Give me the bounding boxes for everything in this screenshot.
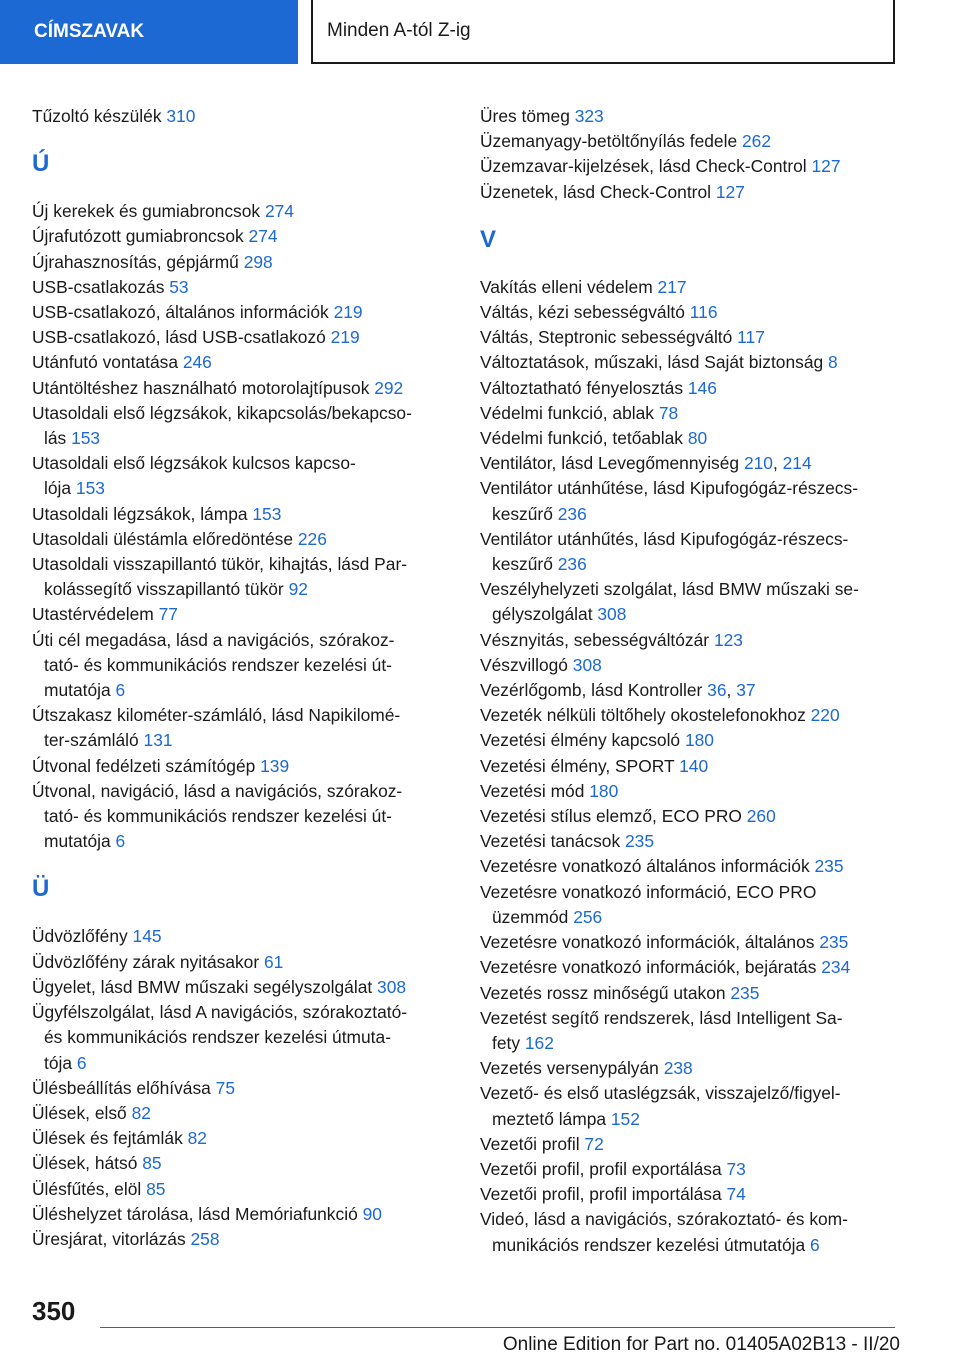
index-entry-text: Újrafutózott gumiabroncsok — [32, 226, 249, 247]
index-entry-text: Vezetésre vonatkozó információk, bejáratás — [480, 957, 822, 978]
page-reference-link[interactable]: 85 — [142, 1153, 162, 1174]
index-section-letter: Ú — [32, 150, 50, 178]
index-entry — [480, 754, 900, 779]
index-entry — [32, 1101, 450, 1126]
index-entry — [32, 1076, 450, 1101]
index-entry — [480, 180, 900, 205]
index-entry-text: Ügyelet, lásd BMW műszaki segélyszolgálat — [32, 976, 378, 997]
page-reference-link[interactable]: 36 — [707, 680, 727, 701]
index-entry — [32, 199, 450, 224]
page-reference-link[interactable]: 180 — [589, 780, 619, 801]
index-entry-text: Vezetésre vonatkozó általános információk — [480, 856, 815, 877]
index-entry — [32, 300, 450, 325]
page-reference-link[interactable]: 117 — [737, 327, 765, 348]
index-entry-text: és kommunikációs rendszer kezelési útmuta- — [44, 1027, 391, 1048]
index-entry — [480, 1081, 900, 1131]
index-entry-text: Vezeték nélküli töltőhely okostelefonokhoz — [480, 705, 811, 726]
page-reference-link[interactable]: 235 — [814, 856, 844, 877]
index-entry-text: Vezetésre vonatkozó információ, ECO PRO — [480, 881, 817, 902]
index-entry-text: Vezetői profil, profil exportálása — [480, 1158, 727, 1179]
index-entry-text: lás — [44, 428, 72, 449]
index-entry — [480, 1207, 900, 1257]
index-entry — [32, 376, 450, 401]
page-reference-link[interactable]: 73 — [726, 1158, 746, 1179]
page-reference-link[interactable]: 323 — [574, 106, 604, 126]
page-reference-link[interactable]: 308 — [572, 654, 602, 675]
page-reference-link[interactable]: 78 — [658, 402, 679, 423]
page-reference-link[interactable]: 61 — [263, 951, 284, 972]
footer-divider — [100, 1327, 895, 1328]
index-entry-text: USB-csatlakozó, általános információk — [32, 302, 334, 323]
page-reference-link[interactable]: 292 — [374, 377, 404, 398]
page-reference-link[interactable]: 82 — [187, 1128, 207, 1149]
page-reference-link[interactable]: 6 — [810, 1234, 820, 1255]
index-entry-text: Üléshelyzet tárolása, lásd Memóriafunkció — [32, 1203, 363, 1224]
index-entry — [32, 1151, 450, 1176]
index-entry-text: tója — [44, 1052, 77, 1073]
index-entry — [480, 577, 900, 627]
index-entry — [32, 325, 450, 350]
page-reference-link[interactable]: 310 — [166, 106, 196, 126]
index-entry — [480, 930, 900, 955]
page-reference-link[interactable]: 274 — [248, 226, 278, 247]
page-reference-link[interactable]: 140 — [679, 755, 709, 776]
index-entry-text: Változtatások, műszaki, lásd Saját biztonság — [480, 352, 828, 373]
index-entry — [32, 924, 450, 949]
page-reference-link[interactable]: 246 — [182, 352, 212, 373]
index-entry — [480, 728, 900, 753]
index-entry-text: Védelmi funkció, ablak — [480, 402, 659, 423]
index-entry — [32, 754, 450, 779]
index-entry — [32, 1227, 450, 1252]
index-entry — [480, 129, 900, 154]
page-reference-link[interactable]: 53 — [169, 276, 189, 297]
page-reference-link[interactable]: 90 — [362, 1203, 382, 1224]
footer-edition-text: Online Edition for Part no. 01405A02B13 - II/20 — [502, 1334, 900, 1355]
page-reference-link[interactable]: 82 — [131, 1102, 151, 1123]
index-entry-text: Vészvillogó — [480, 654, 573, 675]
index-entry-text: Üzenetek, lásd Check-Control — [480, 181, 716, 202]
page-reference-link[interactable]: 153 — [75, 478, 105, 499]
page-reference-link[interactable]: 220 — [810, 705, 840, 726]
page-reference-link[interactable]: 6 — [115, 831, 126, 852]
index-entry — [32, 350, 450, 375]
index-entry — [32, 275, 450, 300]
page-reference-link[interactable]: 235 — [730, 982, 760, 1003]
index-entry-text: Ülésfűtés, elöl — [32, 1178, 147, 1199]
index-entry-text: fety — [492, 1032, 525, 1053]
index-entry-text: Vezetés versenypályán — [480, 1058, 664, 1079]
index-entry — [480, 703, 900, 728]
index-entry-text: Vezérlőgomb, lásd Kontroller — [480, 680, 708, 701]
index-entry-text: Új kerekek és gumiabroncsok — [32, 201, 265, 222]
index-entry-text: Tűzoltó készülék — [32, 106, 167, 126]
tab-cimszavak[interactable] — [0, 0, 298, 64]
index-entry-text: USB-csatlakozás — [32, 276, 170, 297]
index-entry-text: Változtatható fényelosztás — [480, 377, 688, 398]
index-entry-text: Ventilátor utánhűtés, lásd Kipufogógáz-részecs- — [480, 528, 849, 549]
page-reference-link[interactable]: 274 — [264, 201, 294, 222]
index-section-letter: Ü — [32, 875, 50, 903]
index-entry — [32, 779, 450, 855]
index-entry-text: Vezetői profil, profil importálása — [480, 1184, 727, 1205]
index-entry: Ventilátor, lásd Levegőmennyiség 210, 214 — [480, 453, 812, 474]
page-reference-link[interactable]: 92 — [288, 579, 308, 600]
index-entry-text: Utasoldali légzsákok, lámpa — [32, 503, 253, 524]
index-entry-text: Utasoldali visszapillantó tükör, kihajtás, lásd Par- — [32, 554, 408, 575]
index-entry-text: USB-csatlakozó, lásd USB-csatlakozó — [32, 327, 331, 348]
page-reference-link[interactable]: 214 — [782, 453, 812, 474]
page-reference-link[interactable]: 308 — [597, 604, 627, 625]
index-entry — [32, 602, 450, 627]
page-reference-link[interactable]: 226 — [297, 528, 327, 549]
index-entry-text: Útszakasz kilométer-számláló, lásd Napikilomé- — [32, 705, 401, 726]
index-entry-text: Vakítás elleni védelem — [480, 276, 658, 297]
index-entry — [32, 552, 450, 602]
index-entry-text: Üres tömeg — [480, 106, 575, 126]
index-entry — [480, 300, 900, 325]
page-reference-link[interactable]: 162 — [524, 1032, 554, 1053]
index-entry — [480, 154, 900, 179]
index-entry-text: Vezetés rossz minőségű utakon — [480, 982, 731, 1003]
page-reference-link[interactable]: 219 — [330, 327, 360, 348]
page-reference-link[interactable]: 6 — [76, 1052, 87, 1073]
index-entry — [480, 401, 900, 426]
page-reference-link[interactable]: 235 — [625, 831, 655, 852]
tab-a-to-z-label: Minden A-tól Z-ig — [327, 20, 471, 41]
index-entry — [480, 628, 900, 653]
index-entry-text: Ülésbeállítás előhívása — [32, 1077, 216, 1098]
index-entry-text: Vezetési élmény, SPORT — [480, 755, 680, 776]
index-entry-text: Váltás, Steptronic sebességváltó — [480, 327, 738, 348]
index-entry — [480, 804, 900, 829]
index-entry — [32, 502, 450, 527]
index-entry-text: Váltás, kézi sebességváltó — [480, 302, 690, 323]
index-entry-text: Utasoldali első légzsákok, kikapcsolás/bekapcso- — [32, 402, 412, 423]
page-reference-link[interactable]: 236 — [557, 503, 587, 524]
page-reference-link[interactable]: 8 — [828, 352, 838, 373]
page-reference-link[interactable]: 85 — [146, 1178, 166, 1199]
index-entry — [480, 981, 900, 1006]
index-entry-text: Utastérvédelem — [32, 604, 159, 625]
index-entry-text: Vezetési tanácsok — [480, 831, 626, 852]
index-entry-text: tató- és kommunikációs rendszer kezelési út- — [44, 654, 392, 675]
index-entry-text: Vezetési stílus elemző, ECO PRO — [480, 806, 747, 827]
index-entry-text: Üresjárat, vitorlázás — [32, 1228, 191, 1249]
index-entry-text: mutatója — [44, 831, 116, 852]
index-entry-text: Üzemzavar-kijelzések, lásd Check-Control — [480, 156, 812, 177]
index-entry — [32, 250, 450, 275]
index-entry — [480, 653, 900, 678]
index-entry-text: Üdvözlőfény — [32, 926, 133, 947]
index-entry-text: Vésznyitás, sebességváltózár — [480, 629, 714, 650]
index-entry: Vezérlőgomb, lásd Kontroller 36, 37 — [480, 680, 756, 701]
index-entry — [480, 376, 900, 401]
index-entry — [32, 628, 450, 704]
index-entry — [480, 527, 900, 577]
page-reference-link[interactable]: 37 — [736, 680, 756, 701]
index-entry-text: Ügyfélszolgálat, lásd A navigációs, szórakoztató- — [32, 1002, 408, 1023]
index-entry-text: Utasoldali üléstámla előredöntése — [32, 528, 298, 549]
index-entry-text: Utántöltéshez használható motorolajtípusok — [32, 377, 375, 398]
page-reference-link[interactable]: 262 — [741, 131, 771, 152]
index-entry-text: Üzemanyagy-betöltőnyílás fedele — [480, 131, 742, 152]
index-entry — [480, 854, 900, 879]
page-reference-link[interactable]: 131 — [143, 730, 173, 751]
page-reference-link[interactable]: 256 — [573, 906, 603, 927]
index-entry — [480, 1132, 900, 1157]
page-reference-link[interactable]: 234 — [821, 957, 851, 978]
page-reference-link[interactable]: 152 — [610, 1108, 640, 1129]
page-reference-link[interactable]: 145 — [132, 926, 162, 947]
page-reference-link[interactable]: 77 — [158, 604, 178, 625]
index-entry-text: meztető lámpa — [492, 1108, 611, 1129]
index-entry — [480, 1157, 900, 1182]
index-entry — [32, 401, 450, 451]
index-entry — [480, 779, 900, 804]
page-reference-link[interactable]: 153 — [71, 428, 101, 449]
index-entry — [480, 1056, 900, 1081]
index-entry-text: kolássegítő visszapillantó tükör — [44, 579, 289, 600]
index-entry-text: ter-számláló — [44, 730, 144, 751]
page-reference-link[interactable]: 6 — [115, 680, 126, 701]
index-entry-text: Utánfutó vontatása — [32, 352, 183, 373]
page-reference-link[interactable]: 235 — [819, 932, 849, 953]
index-entry — [32, 451, 450, 501]
index-entry-text: Ülések, hátsó — [32, 1153, 143, 1174]
page-reference-link[interactable]: 80 — [687, 428, 708, 449]
page-reference-link[interactable]: 139 — [260, 755, 290, 776]
index-entry-text: Utasoldali első légzsákok kulcsos kapcso- — [32, 453, 356, 474]
page-reference-link[interactable]: 72 — [584, 1133, 604, 1154]
page-reference-link[interactable]: 236 — [557, 554, 587, 575]
index-entry — [32, 104, 450, 129]
page-reference-link[interactable]: 238 — [663, 1058, 693, 1079]
index-entry — [32, 703, 450, 753]
index-entry-text: keszűrő — [492, 503, 558, 524]
index-entry-text: Vezetésre vonatkozó információk, általános — [480, 932, 820, 953]
index-entry — [480, 275, 900, 300]
page-reference-link[interactable]: 74 — [726, 1184, 746, 1205]
page-number: 350 — [32, 1296, 76, 1326]
index-entry — [32, 1202, 450, 1227]
index-entry — [32, 527, 450, 552]
index-entry-text: Vezetést segítő rendszerek, lásd Intelligent Sa- — [480, 1007, 843, 1028]
index-entry-text: Vezetői profil — [480, 1133, 585, 1154]
index-entry — [480, 955, 900, 980]
page-reference-link[interactable]: 260 — [746, 806, 776, 827]
index-entry — [480, 325, 900, 350]
page-reference-link[interactable]: 127 — [811, 156, 841, 177]
index-entry-text: Újrahasznosítás, gépjármű — [32, 251, 244, 272]
page-reference-link[interactable]: 210 — [743, 453, 773, 474]
index-entry-text: lója — [44, 478, 76, 499]
index-entry — [480, 1182, 900, 1207]
index-section-letter: V — [480, 225, 497, 253]
index-entry — [480, 350, 900, 375]
page-reference-link[interactable]: 123 — [713, 629, 743, 650]
index-entry-text: Védelmi funkció, tetőablak — [480, 428, 688, 449]
index-entry — [32, 1000, 450, 1076]
page-reference-link[interactable]: 217 — [657, 276, 687, 297]
index-entry — [32, 1177, 450, 1202]
index-entry — [32, 224, 450, 249]
index-entry-text: Útvonal fedélzeti számítógép — [32, 755, 261, 776]
index-entry-text: Vezetési élmény kapcsoló — [480, 730, 685, 751]
tab-a-to-z[interactable] — [311, 0, 895, 64]
index-entry — [480, 1006, 900, 1056]
page-reference-link[interactable]: 258 — [190, 1228, 220, 1249]
page-reference-link[interactable]: 127 — [715, 181, 745, 202]
index-entry-text: Úti cél megadása, lásd a navigációs, szórakoz- — [32, 629, 395, 650]
index-entry-text: keszűrő — [492, 554, 558, 575]
index-entry — [480, 476, 900, 526]
index-entry-text: Vezető- és első utaslégzsák, visszajelző/figyel- — [480, 1083, 841, 1104]
index-entry-text: tató- és kommunikációs rendszer kezelési út- — [44, 806, 392, 827]
index-entry — [480, 104, 900, 129]
index-entry-text: Ülések, első — [32, 1102, 132, 1123]
index-entry-text: munikációs rendszer kezelési útmutatója — [492, 1234, 811, 1255]
index-entry-text: Üdvözlőfény zárak nyitásakor — [32, 951, 264, 972]
page-reference-link[interactable]: 146 — [687, 377, 717, 398]
page-reference-link[interactable]: 219 — [333, 302, 363, 323]
index-entry — [480, 880, 900, 930]
page-reference-link[interactable]: 153 — [252, 503, 282, 524]
index-entry — [480, 829, 900, 854]
index-entry-text: gélyszolgálat — [492, 604, 598, 625]
index-entry-text: Ventilátor utánhűtése, lásd Kipufogógáz-részecs- — [480, 478, 858, 499]
index-entry-text: Útvonal, navigáció, lásd a navigációs, szórakoz- — [32, 780, 403, 801]
index-entry-text: üzemmód — [492, 906, 574, 927]
index-entry-text: mutatója — [44, 680, 116, 701]
index-entry — [480, 426, 900, 451]
index-entry-text: Ventilátor, lásd Levegőmennyiség — [480, 453, 744, 474]
index-entry-text: Videó, lásd a navigációs, szórakoztató- és kom- — [480, 1209, 848, 1230]
index-column-left — [32, 104, 450, 1252]
page-reference-link[interactable]: 308 — [377, 976, 407, 997]
page-reference-link[interactable]: 116 — [689, 302, 718, 323]
index-entry-text: Vezetési mód — [480, 780, 590, 801]
index-entry — [32, 1126, 450, 1151]
page-reference-link[interactable]: 75 — [215, 1077, 236, 1098]
index-entry — [32, 950, 450, 975]
index-entry-text: Ülések és fejtámlák — [32, 1128, 188, 1149]
page-reference-link[interactable]: 180 — [684, 730, 714, 751]
index-entry-text: Veszélyhelyzeti szolgálat, lásd BMW műszaki se- — [480, 579, 859, 600]
tab-cimszavak-label: CÍMSZAVAK — [34, 21, 145, 42]
index-entry — [32, 975, 450, 1000]
index-column-right — [480, 104, 900, 1258]
page-reference-link[interactable]: 298 — [243, 251, 273, 272]
